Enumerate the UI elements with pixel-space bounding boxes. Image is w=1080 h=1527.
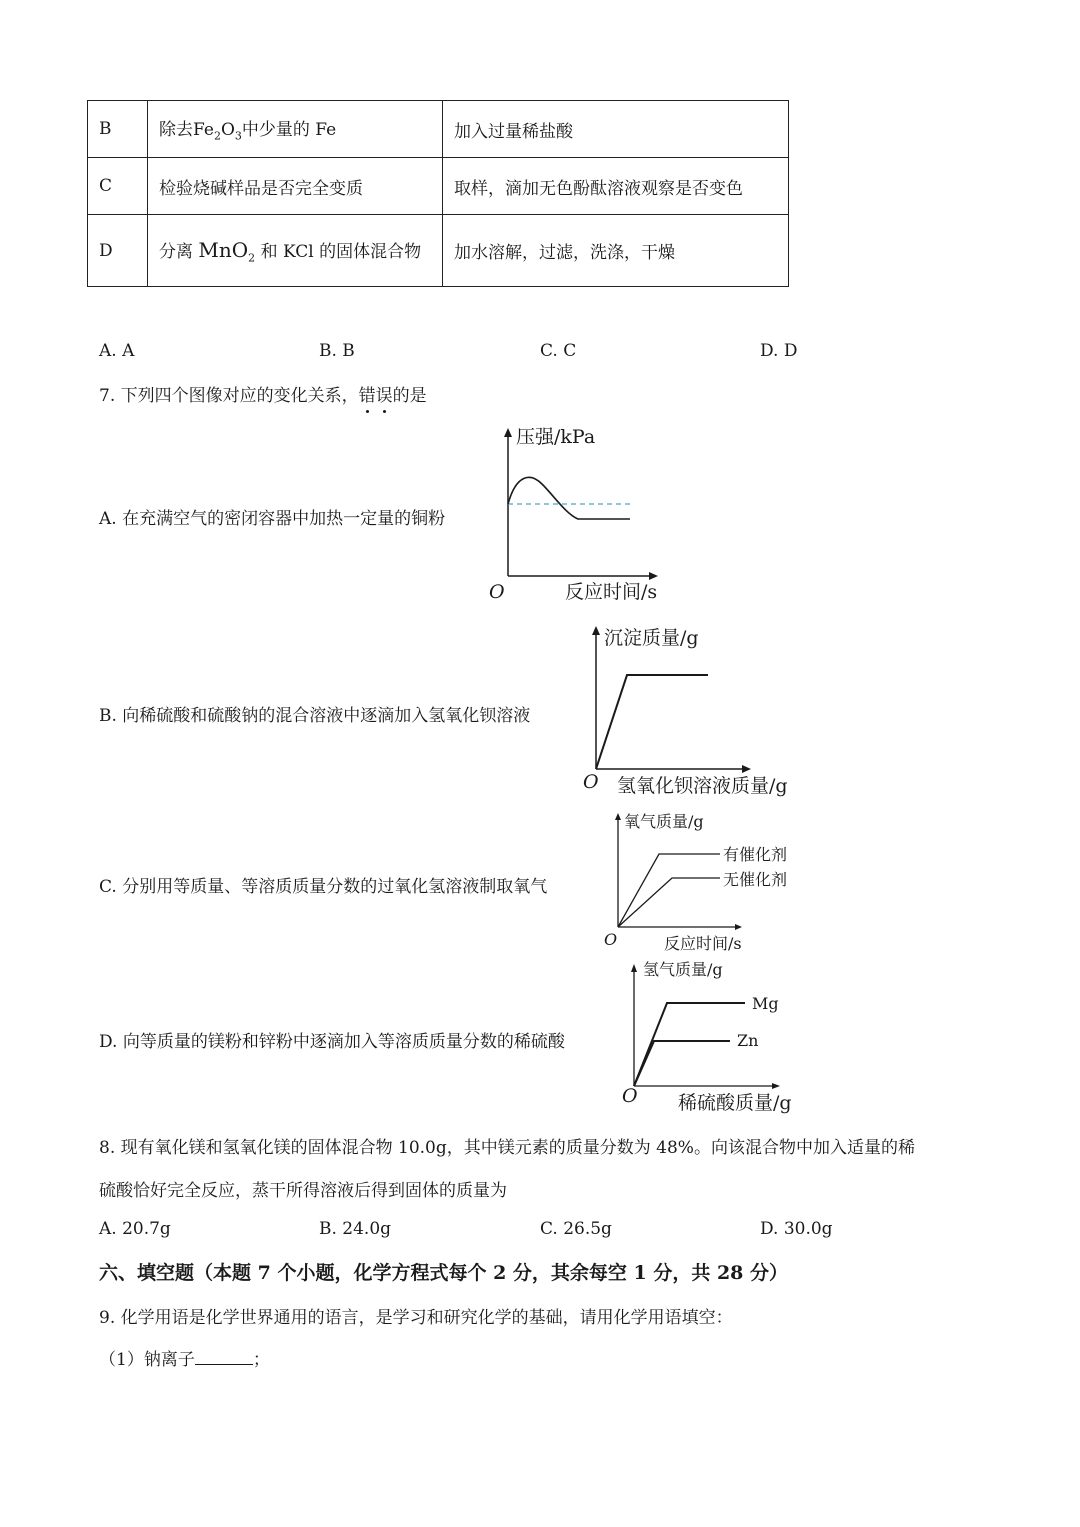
- graph-a: [480, 420, 680, 610]
- table-cell-letter: D: [88, 215, 148, 287]
- y-axis-label: 氧气质量/g: [624, 812, 704, 831]
- formula-o: O: [220, 120, 235, 141]
- question-8-line2: 硫酸恰好完全反应，蒸干所得溶液后得到固体的质量为: [99, 1181, 507, 1201]
- sub1-prefix: （1）钠离子: [99, 1350, 195, 1370]
- x-axis-label: 氢氧化钡溶液质量/g: [617, 775, 788, 797]
- section-heading: 六、填空题（本题 7 个小题，化学方程式每个 2 分，其余每空 1 分，共 28 分）: [99, 1262, 789, 1284]
- options-table: [87, 100, 789, 287]
- precipitate-line: [596, 675, 708, 769]
- table-cell-purpose: 检验烧碱样品是否完全变质: [148, 158, 443, 215]
- choice-b[interactable]: B. B: [319, 341, 355, 361]
- graph-d: [616, 956, 816, 1116]
- x-axis-arrow: [742, 765, 751, 773]
- table-cell-purpose: [148, 101, 443, 158]
- option-c-text[interactable]: C. 分别用等质量、等溶质质量分数的过氧化氢溶液制取氧气: [99, 877, 548, 897]
- emphasis-dot: [383, 410, 386, 413]
- purpose-prefix: 分离: [159, 241, 199, 262]
- y-axis-label: 沉淀质量/g: [604, 627, 699, 649]
- stem-emphasis: [359, 386, 393, 406]
- subscript: 2: [248, 251, 256, 265]
- table-row: [88, 158, 789, 215]
- q8-choice-a[interactable]: A. 20.7g: [99, 1219, 171, 1239]
- y-axis-label: 压强/kPa: [516, 426, 596, 448]
- origin-label: O: [583, 771, 599, 793]
- origin-label: O: [622, 1085, 638, 1107]
- question-8-line1: 8. 现有氧化镁和氢氧化镁的固体混合物 10.0g，其中镁元素的质量分数为 48%。向该混合物中加入适量的稀: [99, 1138, 915, 1158]
- table-cell-method: 加入过量稀盐酸: [443, 101, 789, 158]
- line-with-catalyst: [618, 854, 720, 927]
- pressure-curve: [508, 477, 630, 519]
- stem-prefix: 7. 下列四个图像对应的变化关系，: [99, 386, 359, 406]
- emphasis-text: 错误: [358, 386, 393, 406]
- x-axis-label: 反应时间/s: [664, 934, 742, 953]
- question-9-sub1: [99, 1345, 270, 1370]
- table-cell-method: 取样，滴加无色酚酞溶液观察是否变色: [443, 158, 789, 215]
- y-axis-arrow: [504, 428, 512, 437]
- option-a-text[interactable]: A. 在充满空气的密闭容器中加热一定量的铜粉: [99, 509, 446, 529]
- option-b-text[interactable]: B. 向稀硫酸和硫酸钠的混合溶液中逐滴加入氢氧化钡溶液: [99, 706, 531, 726]
- q8-choice-c[interactable]: C. 26.5g: [540, 1219, 612, 1239]
- graph-c: [596, 806, 816, 956]
- table-row: [88, 101, 789, 158]
- table-cell-purpose: [148, 215, 443, 287]
- formula-fe: Fe: [193, 120, 214, 141]
- table-row: [88, 215, 789, 287]
- option-d-text[interactable]: D. 向等质量的镁粉和锌粉中逐滴加入等溶质质量分数的稀硫酸: [99, 1032, 565, 1052]
- question-7-stem: [99, 381, 427, 406]
- formula-mno: MnO: [198, 237, 249, 262]
- purpose-prefix: 除去: [159, 120, 193, 141]
- label-with-catalyst: 有催化剂: [723, 845, 788, 864]
- subscript: 2: [213, 129, 221, 143]
- y-axis-arrow: [631, 964, 637, 972]
- graph-b: [577, 620, 817, 805]
- x-axis-label: 稀硫酸质量/g: [678, 1092, 792, 1114]
- y-axis-label: 氢气质量/g: [643, 960, 723, 979]
- origin-label: O: [489, 581, 505, 603]
- subscript: 3: [234, 129, 242, 143]
- purpose-suffix: 中少量的 Fe: [241, 120, 337, 141]
- purpose-suffix: 和 KCl 的固体混合物: [255, 241, 422, 262]
- q8-choice-d[interactable]: D. 30.0g: [760, 1219, 833, 1239]
- x-axis-label: 反应时间/s: [565, 581, 658, 603]
- y-axis-arrow: [615, 813, 621, 820]
- choice-d[interactable]: D. D: [760, 341, 798, 361]
- label-mg: Mg: [752, 994, 779, 1013]
- x-axis-arrow: [735, 924, 742, 930]
- sub1-suffix: ；: [252, 1350, 270, 1370]
- line-mg: [634, 1003, 745, 1086]
- line-without-catalyst: [618, 878, 720, 927]
- table-cell-method: 加水溶解，过滤，洗涤，干燥: [443, 215, 789, 287]
- label-zn: Zn: [737, 1031, 759, 1050]
- label-without-catalyst: 无催化剂: [723, 870, 788, 889]
- table-cell-letter: B: [88, 101, 148, 158]
- choice-c[interactable]: C. C: [540, 341, 577, 361]
- origin-label: O: [604, 930, 618, 949]
- q8-choice-b[interactable]: B. 24.0g: [319, 1219, 392, 1239]
- x-axis-arrow: [649, 572, 658, 580]
- table-cell-letter: C: [88, 158, 148, 215]
- question-9-stem: 9. 化学用语是化学世界通用的语言，是学习和研究化学的基础，请用化学用语填空：: [99, 1308, 733, 1328]
- y-axis-arrow: [592, 626, 600, 635]
- x-axis-arrow: [772, 1083, 780, 1089]
- choice-a[interactable]: A. A: [99, 341, 135, 361]
- emphasis-dot: [366, 410, 369, 413]
- stem-suffix: 的是: [392, 386, 427, 406]
- answer-blank[interactable]: [195, 1348, 253, 1365]
